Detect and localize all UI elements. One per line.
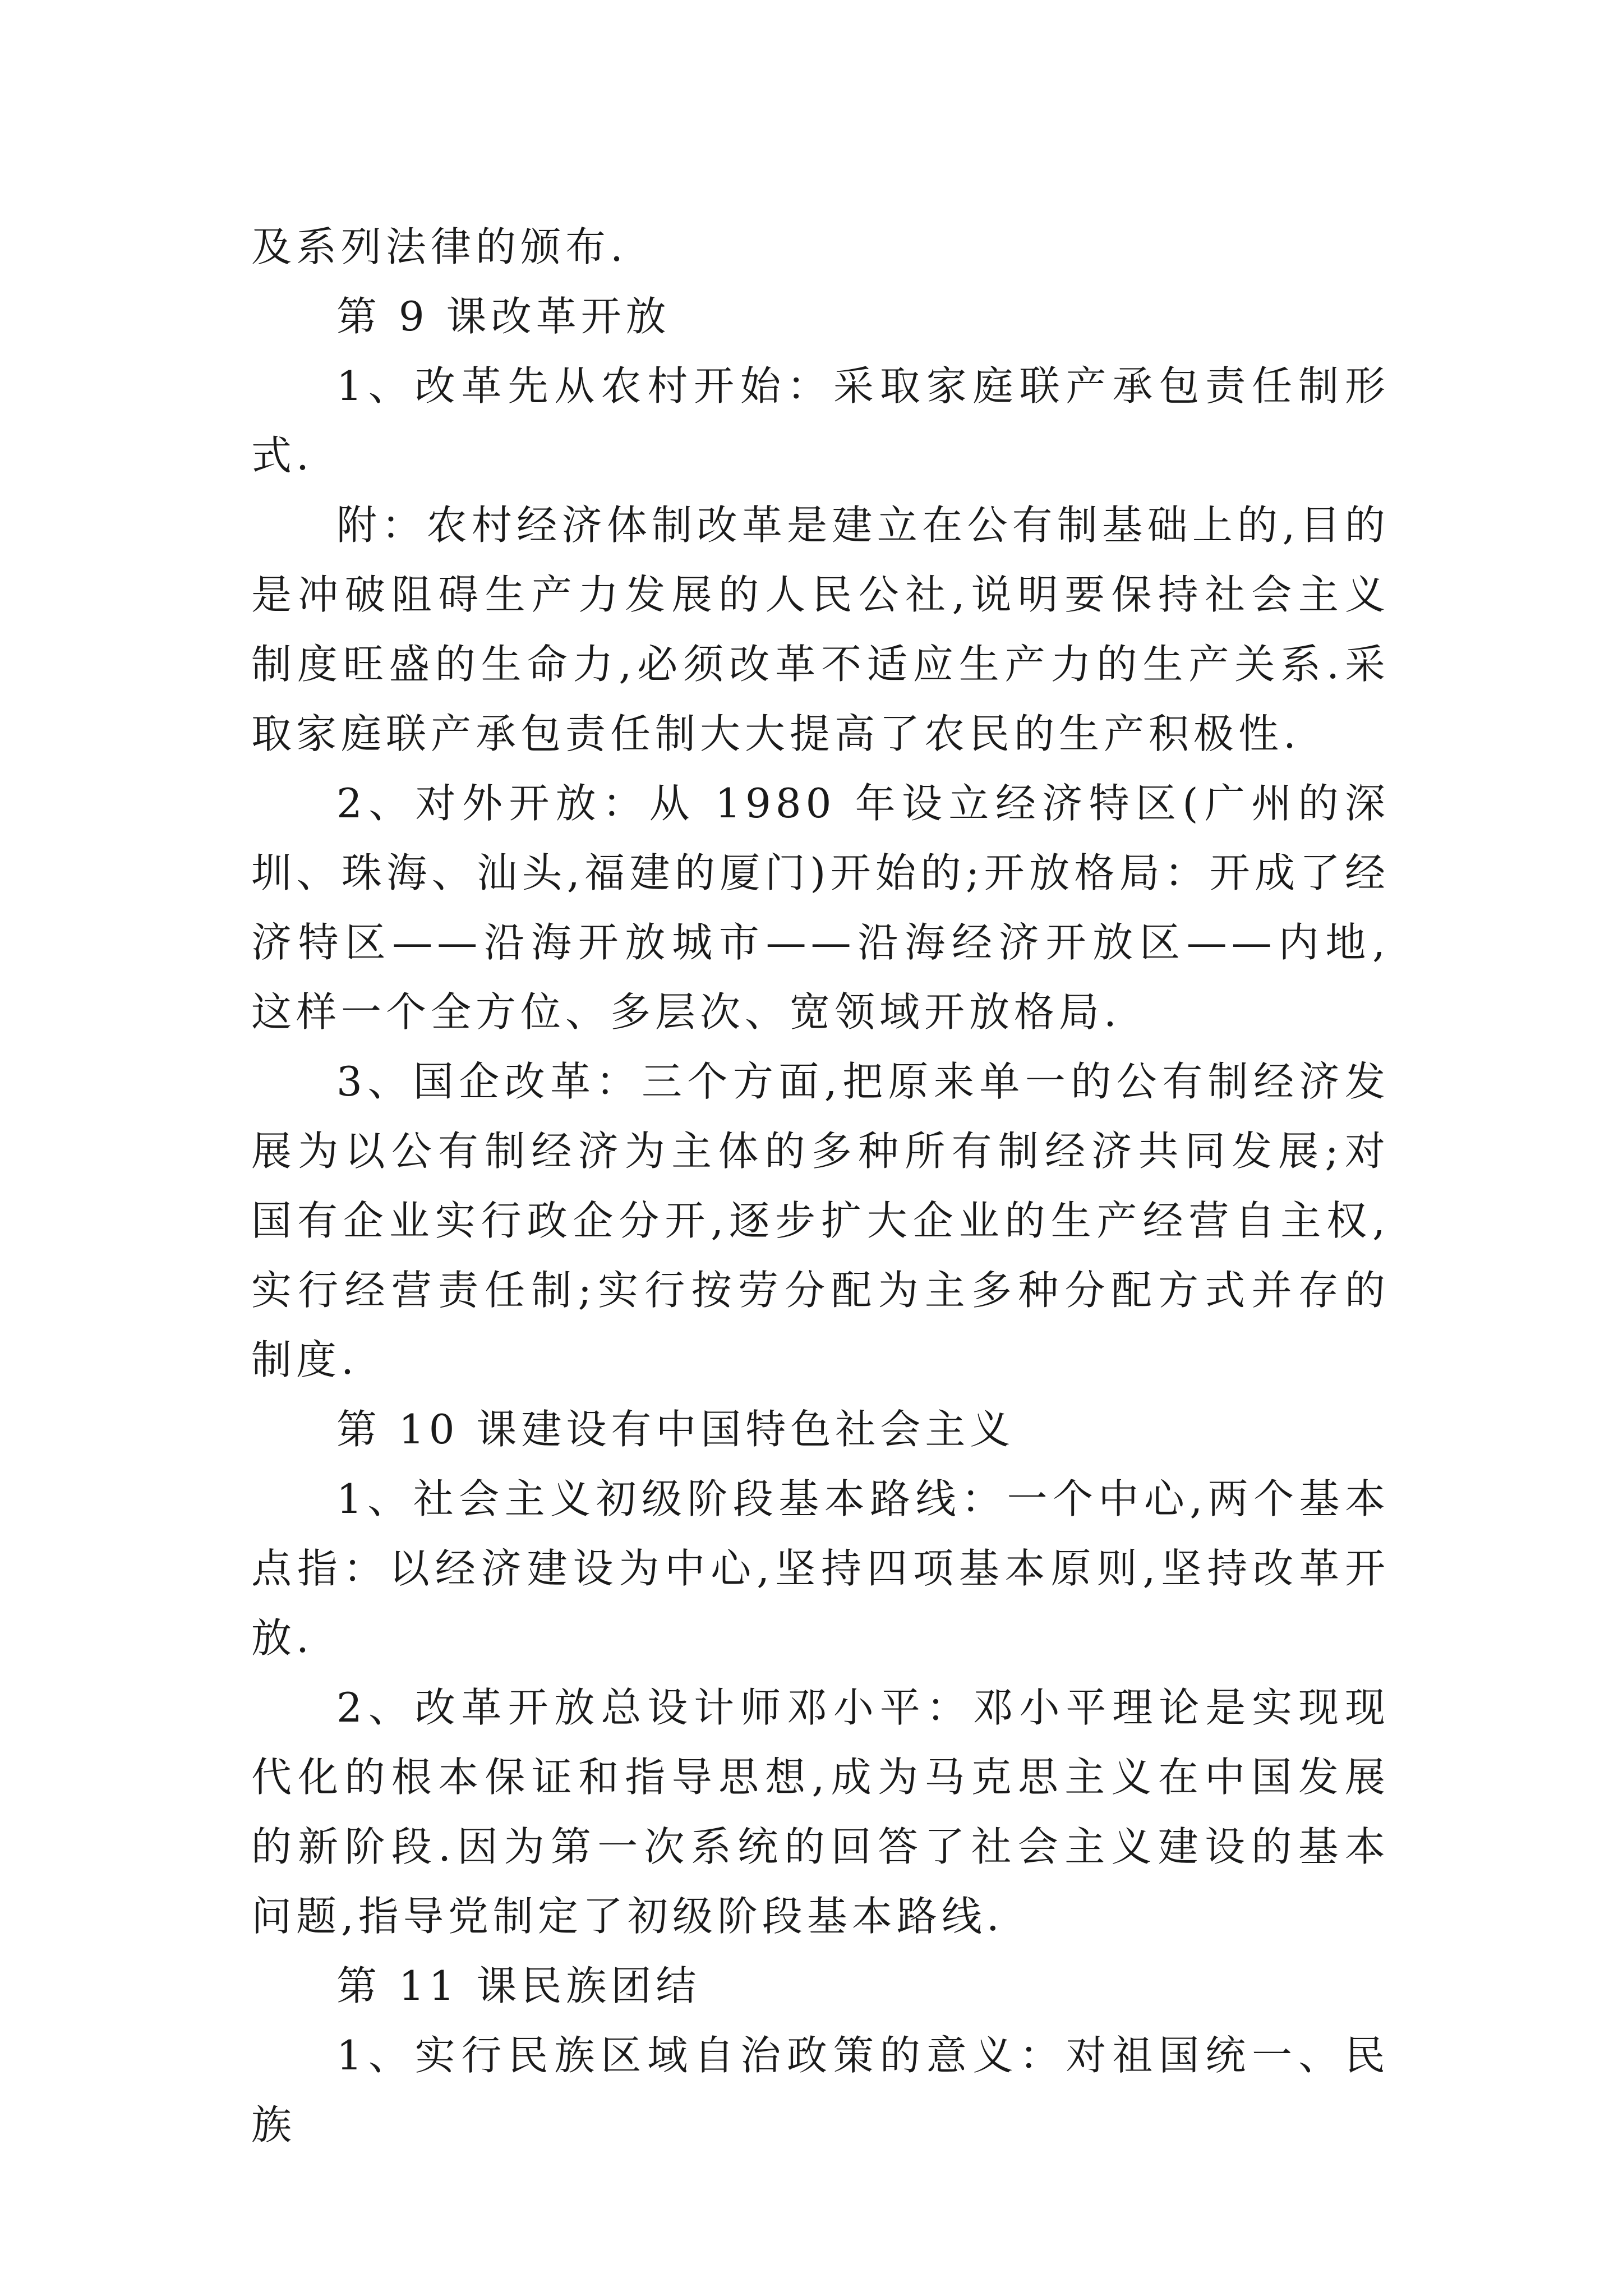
- paragraph-continuation: 及系列法律的颁布.: [251, 223, 628, 270]
- lesson-10-point-1: 1、社会主义初级阶段基本路线：一个中心,两个基本点指：以经济建设为中心,坚持四项基本原则,坚持改革开放.: [251, 1475, 1390, 1662]
- lesson-10-heading: 第 10 课建设有中国特色社会主义: [336, 1406, 1015, 1453]
- lesson-11-point-1: 1、实行民族区域自治政策的意义：对祖国统一、民族: [251, 2032, 1390, 2148]
- lesson-9-point-3: 3、国企改革：三个方面,把原来单一的公有制经济发展为以公有制经济为主体的多种所有制经济共同发展;对国有企业实行政企分开,逐步扩大企业的生产经营自主权,实行经营责任制;实行按劳分配为主多种分配方式并存的制度.: [251, 1058, 1390, 1383]
- lesson-11-heading: 第 11 课民族团结: [336, 1962, 701, 2009]
- document-body: [251, 212, 1390, 2160]
- lesson-10-point-2: 2、改革开放总设计师邓小平：邓小平理论是实现现代化的根本保证和指导思想,成为马克思主义在中国发展的新阶段.因为第一次系统的回答了社会主义建设的基本问题,指导党制定了初级阶段基本路线.: [251, 1684, 1390, 1940]
- lesson-9-appendix: 附：农村经济体制改革是建立在公有制基础上的,目的是冲破阻碍生产力发展的人民公社,说明要保持社会主义制度旺盛的生命力,必须改革不适应生产力的生产关系.采取家庭联产承包责任制大大提高了农民的生产积极性.: [251, 501, 1390, 757]
- lesson-9-heading: 第 9 课改革开放: [336, 293, 671, 340]
- lesson-9-point-2: 2、对外开放：从 1980 年设立经济特区(广州的深圳、珠海、汕头,福建的厦门)开始的;开放格局：开成了经济特区——沿海开放城市——沿海经济开放区——内地,这样一个全方位、多层次、宽领域开放格局.: [251, 780, 1390, 1036]
- lesson-9-point-1: 1、改革先从农村开始：采取家庭联产承包责任制形式.: [251, 362, 1390, 479]
